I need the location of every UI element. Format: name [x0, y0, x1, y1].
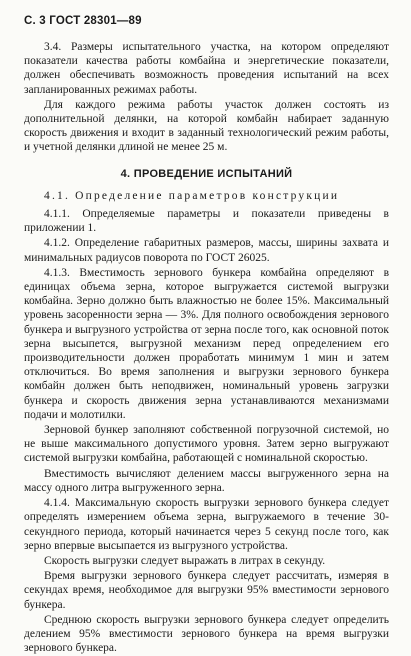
paragraph-average-speed: Среднюю скорость выгрузки зернового бункера следует определить делением 95% вместимости зернового бункера на время выгрузки зернового бункера. — [24, 613, 389, 655]
paragraph-4-1-4: 4.1.4. Максимальную скорость выгрузки зернового бункера следует определять измерением объема зерна, выгружаемого в течение 30-секундного периода, который начинается через 5 секунд после того, как зерно впервые высыпается из выгрузного устройства. — [24, 497, 389, 552]
section-title: 4. ПРОВЕДЕНИЕ ИСПЫТАНИЙ — [120, 167, 293, 180]
paragraph-4-1-2: 4.1.2. Определение габаритных размеров, массы, ширины захвата и минимальных радиусов поворота по ГОСТ 26025. — [24, 237, 389, 264]
paragraph-speed-units: Скорость выгрузки следует выражать в литрах в секунду. — [44, 554, 326, 567]
paragraph-3-4: 3.4. Размеры испытательного участка, на котором определяют показатели качества работы комбайна и энергетические показатели, должен обеспечивать возможность проведения испытаний на всех запланированных режимах работы. — [24, 41, 389, 96]
paragraph-4-1-1: 4.1.1. Определяемые параметры и показатели приведены в приложении 1. — [24, 208, 389, 235]
paragraph-unload-time: Время выгрузки зернового бункера следует рассчитать, измеряя в секундах время, необходимое для выгрузки 95% вместимости зернового бункера. — [24, 570, 389, 611]
subsection-title: 4.1. Определение параметров конструкции — [44, 189, 340, 202]
paragraph-plot-layout: Для каждого режима работы участок должен состоять из дополнительной делянки, на которой комбайн набирает заданную скорость движения и входит в заданный технологический режим работы, и учетной делянки длиной не менее 25 м. — [24, 98, 389, 154]
paragraph-capacity: Вместимость вычисляют делением массы выгруженного зерна на массу одного литра выгруженного зерна. — [24, 467, 389, 494]
paragraph-4-1-3: 4.1.3. Вместимость зернового бункера комбайна определяют в единицах объема зерна, которое выгружается системой выгрузки комбайна. Зерно должно быть влажностью не более 15%. Максимальный уровень засоренности зерна — 3%. Для полного освобождения зернового бункера и выгрузного устройства от зерна после того, как основной поток зерна высыпется, выгрузной механизм перед определением его производительности должен проработать минимум 1 мин и затем отключиться. Во время заполнения и выгрузки зернового бункера комбайн должен быть неподвижен, номинальный уровень загрузки бункера и скорость движения зерна устанавливаются механизмами подачи и молотилки. — [24, 266, 389, 421]
page-header: С. 3 ГОСТ 28301—89 — [24, 15, 142, 27]
paragraph-bunker-fill: Зерновой бункер заполняют собственной погрузочной системой, но не выше максимального допустимого уровня. Затем зерно выгружают системой выгрузки комбайна, работающей с номинальной скоростью. — [24, 424, 389, 465]
document-body — [24, 40, 389, 656]
